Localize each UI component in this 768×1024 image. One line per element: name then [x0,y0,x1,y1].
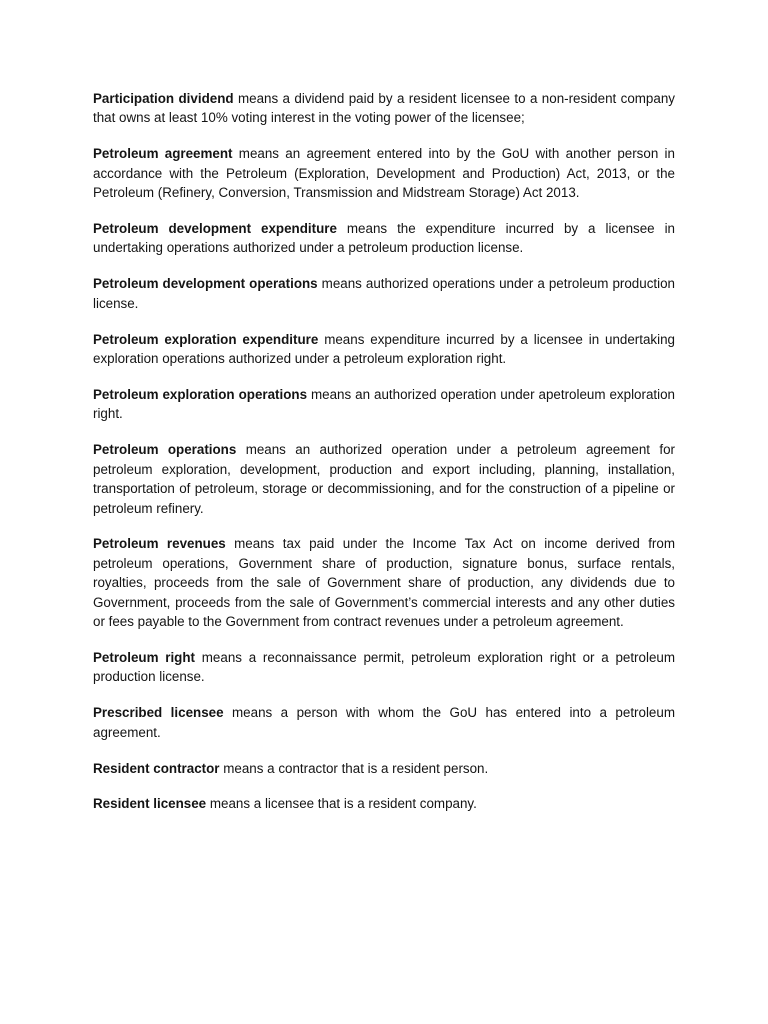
definition-text: means the expenditure incurred by a licensee in undertaking operations authorized under a petroleum production license. [93,221,675,256]
definition-term: Petroleum exploration expenditure [93,331,319,347]
definition-text: means an agreement entered into by the GoU with another person in accordance with the Petroleum (Exploration, Development and Production) Act, 2013, or the Petroleum (Refinery, Conversion, Transmission and Midstream Storage) Act 2013. [93,146,675,201]
definition-petroleum-revenues [93,534,675,631]
definition-text: means an authorized operation under a petroleum agreement for petroleum exploration, development, production and export including, planning, installation, transportation of petroleum, storage or decommissioning, and for the construction of a pipeline or petroleum refinery. [93,442,675,516]
definition-text: means a licensee that is a resident company. [209,796,477,812]
definition-term: Petroleum right [93,649,195,665]
definition-term: Participation dividend [93,91,234,106]
definition-text: means tax paid under the Income Tax Act on income derived from petroleum operations, Government share of production, signature bonus, surface rentals, royalties, proceeds from the sale of Government share of production, any dividends due to Government, proceeds from the sale of Government’s commercial interests and any other duties or fees payable to the Government from contract revenues under a petroleum agreement. [93,536,675,630]
definition-term: Petroleum agreement [93,146,233,162]
definition-resident-licensee [93,794,675,813]
definition-petroleum-exploration-expenditure [93,330,675,369]
definition-prescribed-licensee [93,703,675,742]
definition-text: means a person with whom the GoU has entered into a petroleum agreement. [93,705,675,740]
definition-petroleum-development-expenditure [93,219,675,258]
definition-petroleum-agreement [93,144,675,202]
definition-resident-contractor [93,759,675,778]
definition-term: Petroleum revenues [93,536,226,552]
definition-participation-dividend [93,89,675,128]
definition-petroleum-right [93,648,675,687]
definition-term: Resident licensee [93,796,207,812]
definition-term: Prescribed licensee [93,705,224,721]
definition-text: means a reconnaissance permit, petroleum exploration right or a petroleum production license. [93,649,675,685]
definition-text: means an authorized operation under apetroleum exploration right. [93,386,675,422]
definition-term: Petroleum development operations [93,276,318,292]
definition-petroleum-development-operations [93,274,675,313]
definition-petroleum-exploration-operations [93,385,675,424]
definition-text: means authorized operations under a petroleum production license. [93,276,675,311]
definition-text: means a contractor that is a resident person. [223,760,489,776]
definition-term: Resident contractor [93,760,220,776]
definition-text: means expenditure incurred by a licensee in undertaking exploration operations authorized under a petroleum exploration right. [93,331,675,367]
definition-term: Petroleum development expenditure [93,221,337,237]
definition-petroleum-operations [93,440,675,518]
definition-term: Petroleum operations [93,442,237,458]
document-page [93,89,675,830]
definition-text: means a dividend paid by a resident licensee to a non-resident company that owns at least 10% voting interest in the voting power of the licensee; [93,91,675,126]
definition-term: Petroleum exploration operations [93,386,308,402]
